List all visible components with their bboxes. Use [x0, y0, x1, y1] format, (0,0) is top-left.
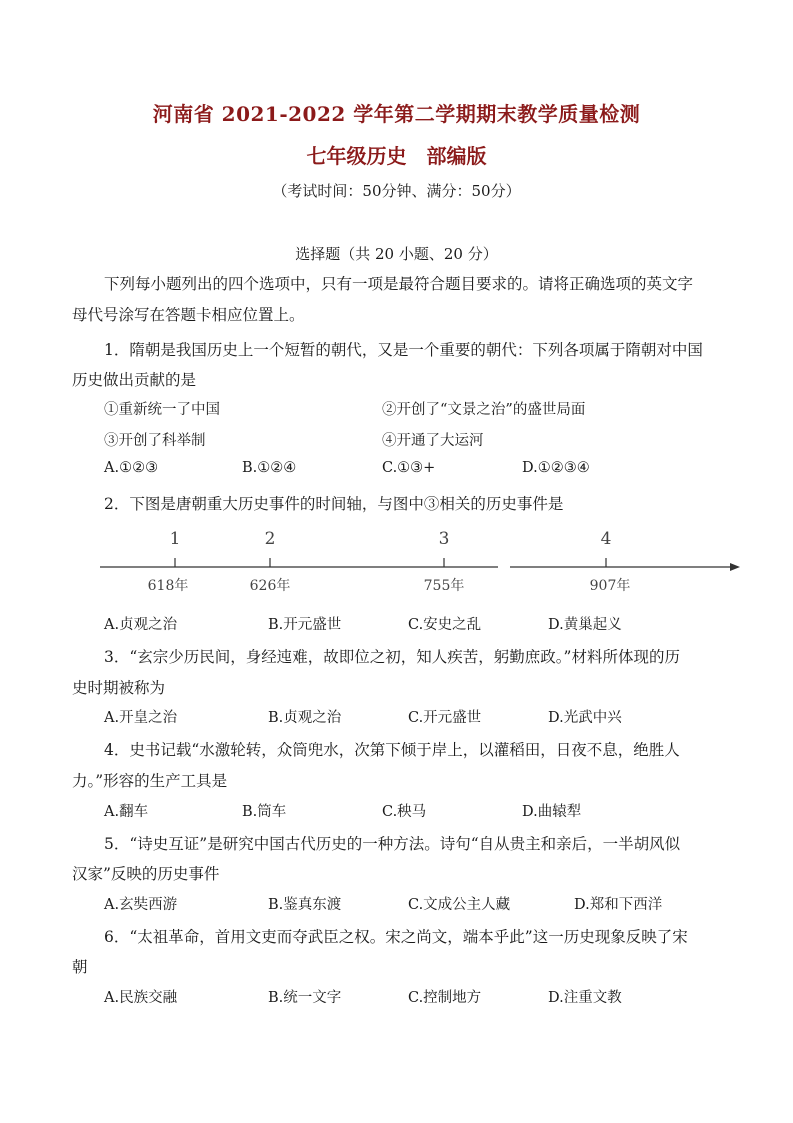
- q6-option-a[interactable]: A.民族交融: [104, 990, 178, 1006]
- question-3-text: 史时期被称为: [72, 679, 166, 697]
- q1-statement-4: ④开通了大运河: [382, 433, 484, 449]
- instruction-line: 下列每小题列出的四个选项中，只有一项是最符合题目要求的。请将正确选项的英文字: [104, 275, 694, 293]
- q1-option-c[interactable]: C.①③+: [382, 460, 436, 476]
- q1-option-b[interactable]: B.①②④: [242, 460, 297, 476]
- timeline-mark-2: 2: [264, 529, 276, 549]
- question-2-text: 2．下图是唐朝重大历史事件的时间轴，与图中③相关的历史事件是: [104, 495, 564, 513]
- q5-option-c[interactable]: C.文成公主人藏: [408, 897, 511, 913]
- timeline-year-2: 626年: [249, 578, 291, 594]
- timeline-mark-3: 3: [438, 529, 450, 549]
- q1-option-d[interactable]: D.①②③④: [522, 460, 590, 476]
- question-6-text: 朝: [72, 958, 88, 976]
- timeline-mark-4: 4: [600, 529, 612, 549]
- question-3-text: 3．“玄宗少历民间，身经迍难，故即位之初，知人疾苦，躬勤庶政。”材料所体现的历: [104, 648, 680, 666]
- q1-statement-3: ③开创了科举制: [104, 433, 206, 449]
- instruction-line: 母代号涂写在答题卡相应位置上。: [72, 306, 305, 324]
- question-1-text: 历史做出贡献的是: [72, 371, 197, 389]
- exam-info: （考试时间：50分钟、满分：50分）: [272, 182, 521, 200]
- timeline-mark-1: 1: [169, 529, 181, 549]
- q6-option-c[interactable]: C.控制地方: [408, 990, 482, 1006]
- q5-option-b[interactable]: B.鉴真东渡: [268, 897, 342, 913]
- q4-option-d[interactable]: D.曲辕犁: [522, 804, 582, 820]
- q2-option-c[interactable]: C.安史之乱: [408, 617, 482, 633]
- question-6-text: 6．“太祖革命，首用文吏而夺武臣之权。宋之尚文，端本乎此”这一历史现象反映了宋: [104, 928, 688, 946]
- timeline-arrow-icon: [730, 563, 740, 571]
- q6-option-b[interactable]: B.统一文字: [268, 990, 342, 1006]
- timeline-year-1: 618年: [147, 578, 189, 594]
- q3-option-a[interactable]: A.开皇之治: [104, 710, 178, 726]
- q4-option-a[interactable]: A.翻车: [104, 804, 149, 820]
- timeline-year-3: 755年: [423, 578, 465, 594]
- q3-option-d[interactable]: D.光武中兴: [548, 710, 622, 726]
- q5-option-d[interactable]: D.郑和下西洋: [574, 897, 663, 913]
- question-4-text: 力。”形容的生产工具是: [72, 772, 228, 790]
- q5-option-a[interactable]: A.玄奘西游: [104, 897, 178, 913]
- question-5-text: 5．“诗史互证”是研究中国古代历史的一种方法。诗句“自从贵主和亲后，一半胡风似: [104, 835, 681, 853]
- q6-option-d[interactable]: D.注重文教: [548, 990, 622, 1006]
- q3-option-c[interactable]: C.开元盛世: [408, 710, 482, 726]
- question-1-text: 1．隋朝是我国历史上一个短暂的朝代，又是一个重要的朝代：下列各项属于隋朝对中国: [104, 341, 703, 359]
- question-5-text: 汉家”反映的历史事件: [72, 865, 220, 883]
- section-heading: 选择题（共 20 小题、20 分）: [295, 245, 498, 263]
- question-4-text: 4．史书记载“水激轮转，众筒兜水，次第下倾于岸上，以灌稻田，日夜不息，绝胜人: [104, 741, 680, 759]
- q1-option-a[interactable]: A.①②③: [104, 460, 159, 476]
- q2-option-b[interactable]: B.开元盛世: [268, 617, 342, 633]
- q4-option-b[interactable]: B.筒车: [242, 804, 287, 820]
- q1-statement-1: ①重新统一了中国: [104, 402, 220, 418]
- q1-statement-2: ②开创了“文景之治”的盛世局面: [382, 402, 586, 418]
- exam-title: 河南省 2021-2022 学年第二学期期末教学质量检测: [152, 102, 641, 126]
- q2-option-a[interactable]: A.贞观之治: [104, 617, 178, 633]
- timeline-year-4: 907年: [589, 578, 631, 594]
- q4-option-c[interactable]: C.秧马: [382, 804, 427, 820]
- tang-timeline-figure: [100, 520, 740, 600]
- exam-subtitle: 七年级历史 部编版: [306, 144, 487, 168]
- q2-option-d[interactable]: D.黄巢起义: [548, 617, 622, 633]
- q3-option-b[interactable]: B.贞观之治: [268, 710, 342, 726]
